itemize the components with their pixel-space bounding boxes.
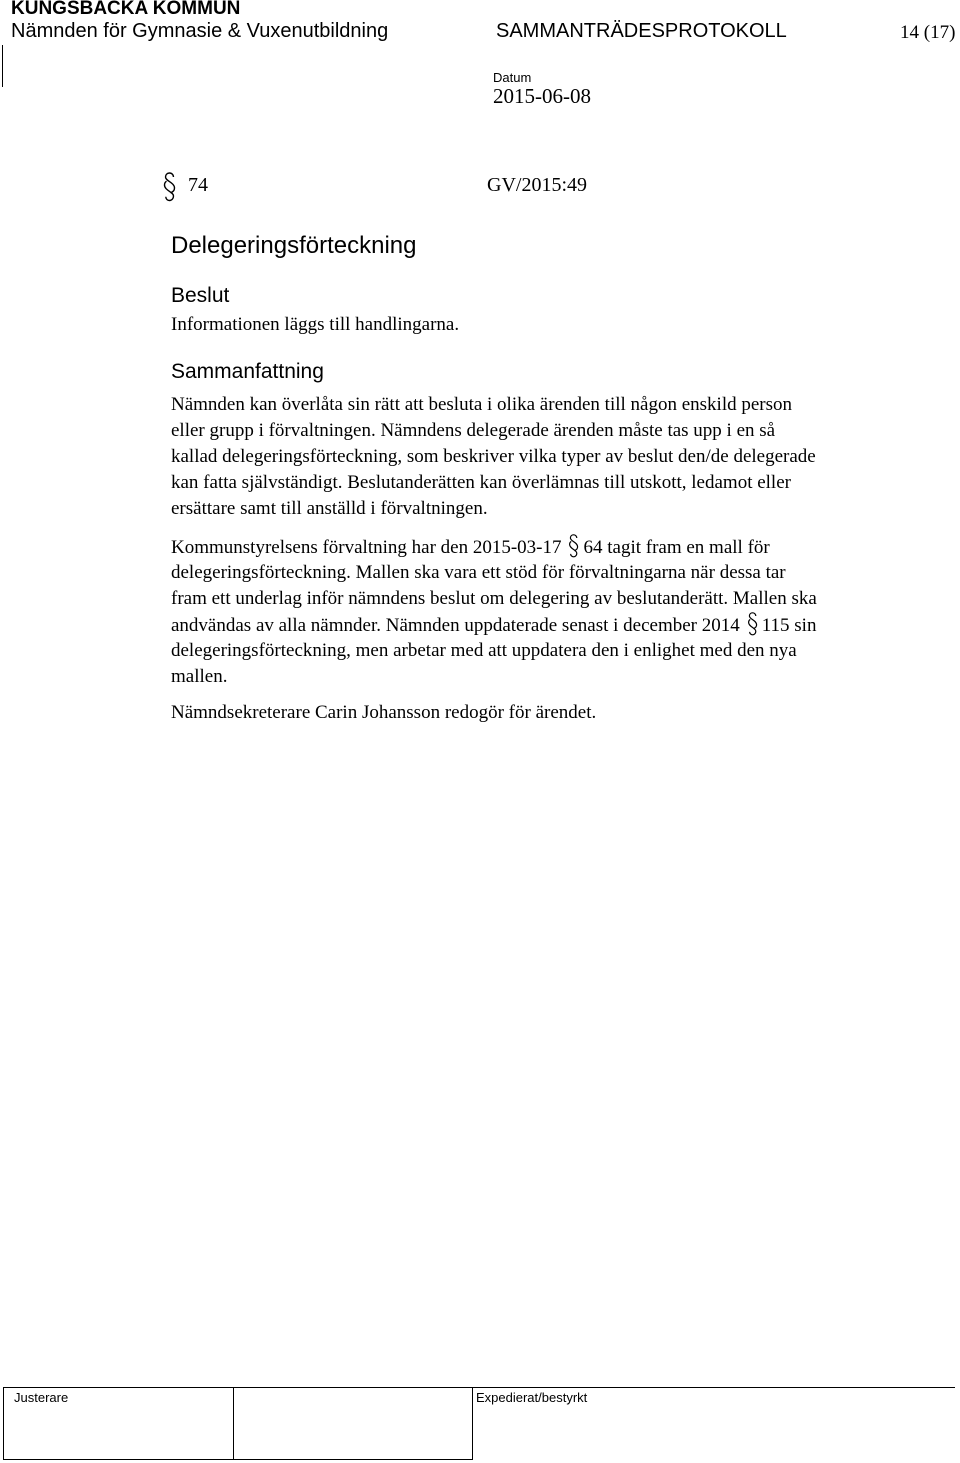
meeting-date: 2015-06-08 [493,84,591,108]
text-fragment: Kommunstyrelsens förvaltning har den 2015-03-17 [171,537,562,558]
section-sign-icon [163,172,177,202]
section-title: Delegeringsförteckning [171,232,417,259]
case-number: GV/2015:49 [487,174,587,196]
text-line: Nämnden kan överlåta sin rätt att besluta i olika ärenden till någon enskild person [171,394,793,415]
text-fragment: 64 tagit fram en mall för [583,537,770,558]
header-divider [2,45,3,87]
text-line: mallen. [171,666,228,687]
section-sign-icon [747,612,759,636]
organization-name: KUNGSBACKA KOMMUN [11,0,241,19]
decision-heading: Beslut [171,284,230,307]
text-line: kallad delegeringsförteckning, som beskriver vilka typer av beslut den/de delegerade [171,446,816,467]
text-line: fram ett underlag inför nämndens beslut om delegering av beslutanderätt. Mallen ska [171,588,817,609]
text-line: eller grupp i förvaltningen. Nämndens delegerade ärenden måste tas upp i en så [171,420,776,441]
text-line: Nämndsekreterare Carin Johansson redogör för ärendet. [171,702,597,723]
footer-divider [3,1387,4,1460]
summary-heading: Sammanfattning [171,360,324,383]
footer-divider [472,1387,473,1460]
signer-label: Justerare [14,1390,69,1405]
date-label: Datum [493,70,532,85]
committee-name: Nämnden för Gymnasie & Vuxenutbildning [11,20,389,42]
footer-divider [3,1459,473,1460]
footer-divider [3,1387,955,1388]
text-fragment: 115 sin [761,615,817,636]
footer-divider [233,1387,234,1460]
dispatch-label: Expedierat/bestyrkt [476,1390,588,1405]
page-number: 14 (17) [900,22,956,43]
text-line: delegeringsförteckning, men arbetar med att uppdatera den i enlighet med den nya [171,640,797,661]
presenter-paragraph [171,700,941,726]
template-paragraph [171,534,941,690]
text-line: delegeringsförteckning. Mallen ska vara ett stöd för förvaltningarna när dessa tar [171,562,786,583]
summary-paragraph [171,392,941,522]
document-type: SAMMANTRÄDESPROTOKOLL [496,20,787,42]
text-line: kan fatta självständigt. Beslutanderätten kan överlämnas till utskott, ledamot eller [171,472,791,493]
decision-text: Informationen läggs till handlingarna. [171,314,460,335]
text-line: ersättare samt till anställd i förvaltningen. [171,498,488,519]
text-line [171,612,941,638]
section-sign-icon [568,534,580,558]
text-line [171,534,941,560]
section-number: 74 [188,174,208,196]
text-fragment: andvändas av alla nämnder. Nämnden uppdaterade senast i december 2014 [171,615,740,636]
